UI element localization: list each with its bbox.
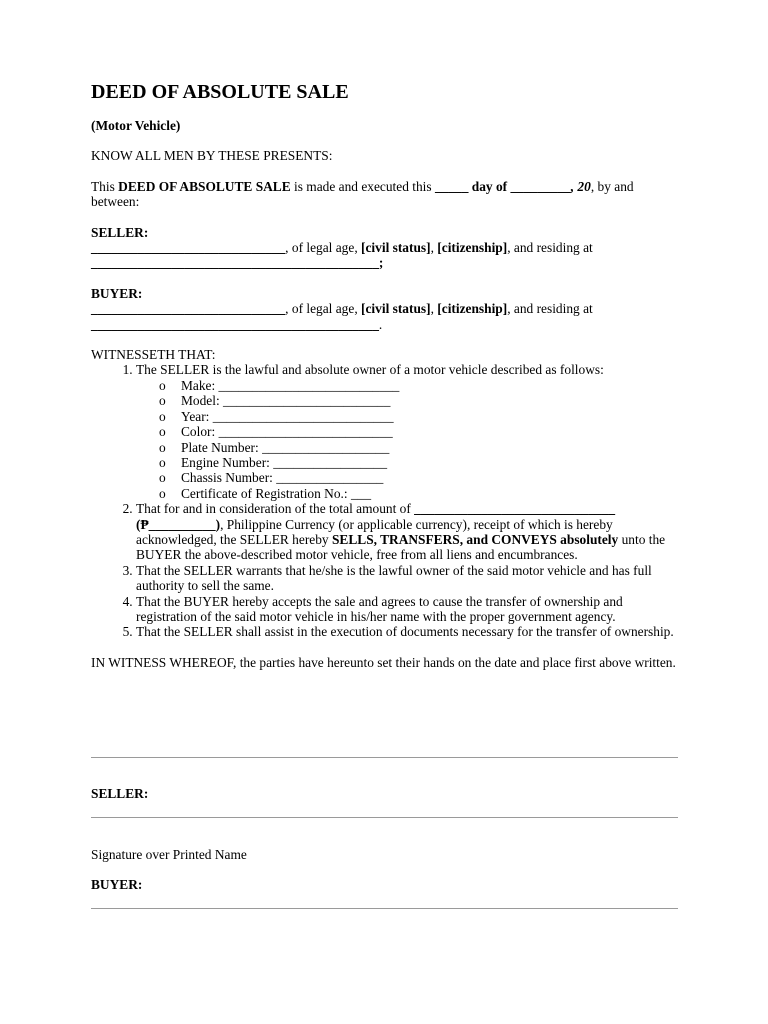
sells-transfers-conveys: SELLS, TRANSFERS, and CONVEYS absolutely <box>331 531 619 547</box>
buyer-text: , <box>430 301 438 317</box>
document-subtitle: (Motor Vehicle) <box>91 118 181 133</box>
document-title: DEED OF ABSOLUTE SALE <box>91 81 349 103</box>
seller-name-blank: _____________________________ <box>91 240 286 256</box>
intro-text: is made and executed this <box>290 178 435 194</box>
clause-1 <box>136 362 681 501</box>
vehicle-chassis-number: o Chassis Number: ________________ <box>181 470 681 485</box>
vehicle-plate-number: o Plate Number: ___________________ <box>181 440 681 455</box>
witnesseth-heading: WITNESSETH THAT: <box>91 347 216 363</box>
buyer-heading: BUYER: <box>91 285 143 301</box>
vehicle-make: o Make: ___________________________ <box>181 378 681 393</box>
opening-line: KNOW ALL MEN BY THESE PRESENTS: <box>91 148 333 164</box>
clause-1-text: The SELLER is the lawful and absolute owner of a motor vehicle described as follows: <box>136 362 604 378</box>
seller-heading: SELLER: <box>91 224 149 240</box>
buyer-name-blank: _____________________________ <box>91 301 286 317</box>
buyer-text: , and residing at <box>507 301 593 317</box>
buyer-text: , of legal age, <box>285 301 362 317</box>
signature-line <box>91 908 678 909</box>
clause-2-text: That for and in consideration of the total amount of <box>136 501 415 517</box>
date-day-blank: _____ day of _________ <box>434 178 571 194</box>
buyer-civil-status: [civil status] <box>361 301 431 317</box>
deed-body <box>91 80 681 670</box>
clauses-list <box>91 362 681 639</box>
clause-2-text: , Philippine Currency (or applicable currency), receipt of which is hereby acknowledged, the SELLER hereby <box>136 516 613 547</box>
vehicle-details-list <box>136 378 681 501</box>
buyer-details <box>91 301 681 332</box>
clause-4: 4. That the BUYER hereby accepts the sale and agrees to cause the transfer of ownership and registration of the said motor vehicle in his/her name with the proper government agency. <box>136 594 681 625</box>
intro-deed-title: DEED OF ABSOLUTE SALE <box>118 178 291 194</box>
signature-line <box>91 757 678 758</box>
seller-signature-label: SELLER: <box>91 786 149 801</box>
signature-caption: Signature over Printed Name <box>91 847 247 862</box>
vehicle-engine-number: o Engine Number: _________________ <box>181 455 681 470</box>
intro-paragraph <box>91 179 681 210</box>
intro-text: , by and between: <box>91 178 634 210</box>
vehicle-model: o Model: _________________________ <box>181 393 681 408</box>
clause-2 <box>136 501 681 563</box>
intro-year: , 20 <box>570 178 591 194</box>
signature-line <box>91 817 678 818</box>
seller-citizenship: [citizenship] <box>437 240 508 256</box>
clause-5: 5. That the SELLER shall assist in the execution of documents necessary for the transfer of ownership. <box>136 624 681 639</box>
buyer-citizenship: [citizenship] <box>437 301 508 317</box>
buyer-address-blank: ___________________________________________ <box>91 316 379 332</box>
witness-whereof: IN WITNESS WHEREOF, the parties have hereunto set their hands on the date and place first above written. <box>91 654 676 670</box>
clause-3: 3. That the SELLER warrants that he/she is the lawful owner of the said motor vehicle and has full authority to sell the same. <box>136 563 681 594</box>
buyer-text: . <box>378 316 383 332</box>
vehicle-registration-number: o Certificate of Registration No.: ___ <box>181 486 681 501</box>
seller-text: , and residing at <box>507 240 593 256</box>
seller-address-blank: ___________________________________________; <box>91 255 384 271</box>
seller-details <box>91 240 681 271</box>
buyer-signature-label: BUYER: <box>91 877 143 892</box>
clause-2-text: unto the BUYER the above-described motor vehicle, free from all liens and encumbrances. <box>136 531 666 563</box>
amount-blank: ______________________________ (₱__________) <box>136 501 616 532</box>
vehicle-year: o Year: ___________________________ <box>181 409 681 424</box>
vehicle-color: o Color: __________________________ <box>181 424 681 439</box>
seller-text: , of legal age, <box>285 240 362 256</box>
intro-text: This <box>91 178 119 194</box>
seller-text: , <box>430 240 438 256</box>
seller-civil-status: [civil status] <box>361 240 431 256</box>
